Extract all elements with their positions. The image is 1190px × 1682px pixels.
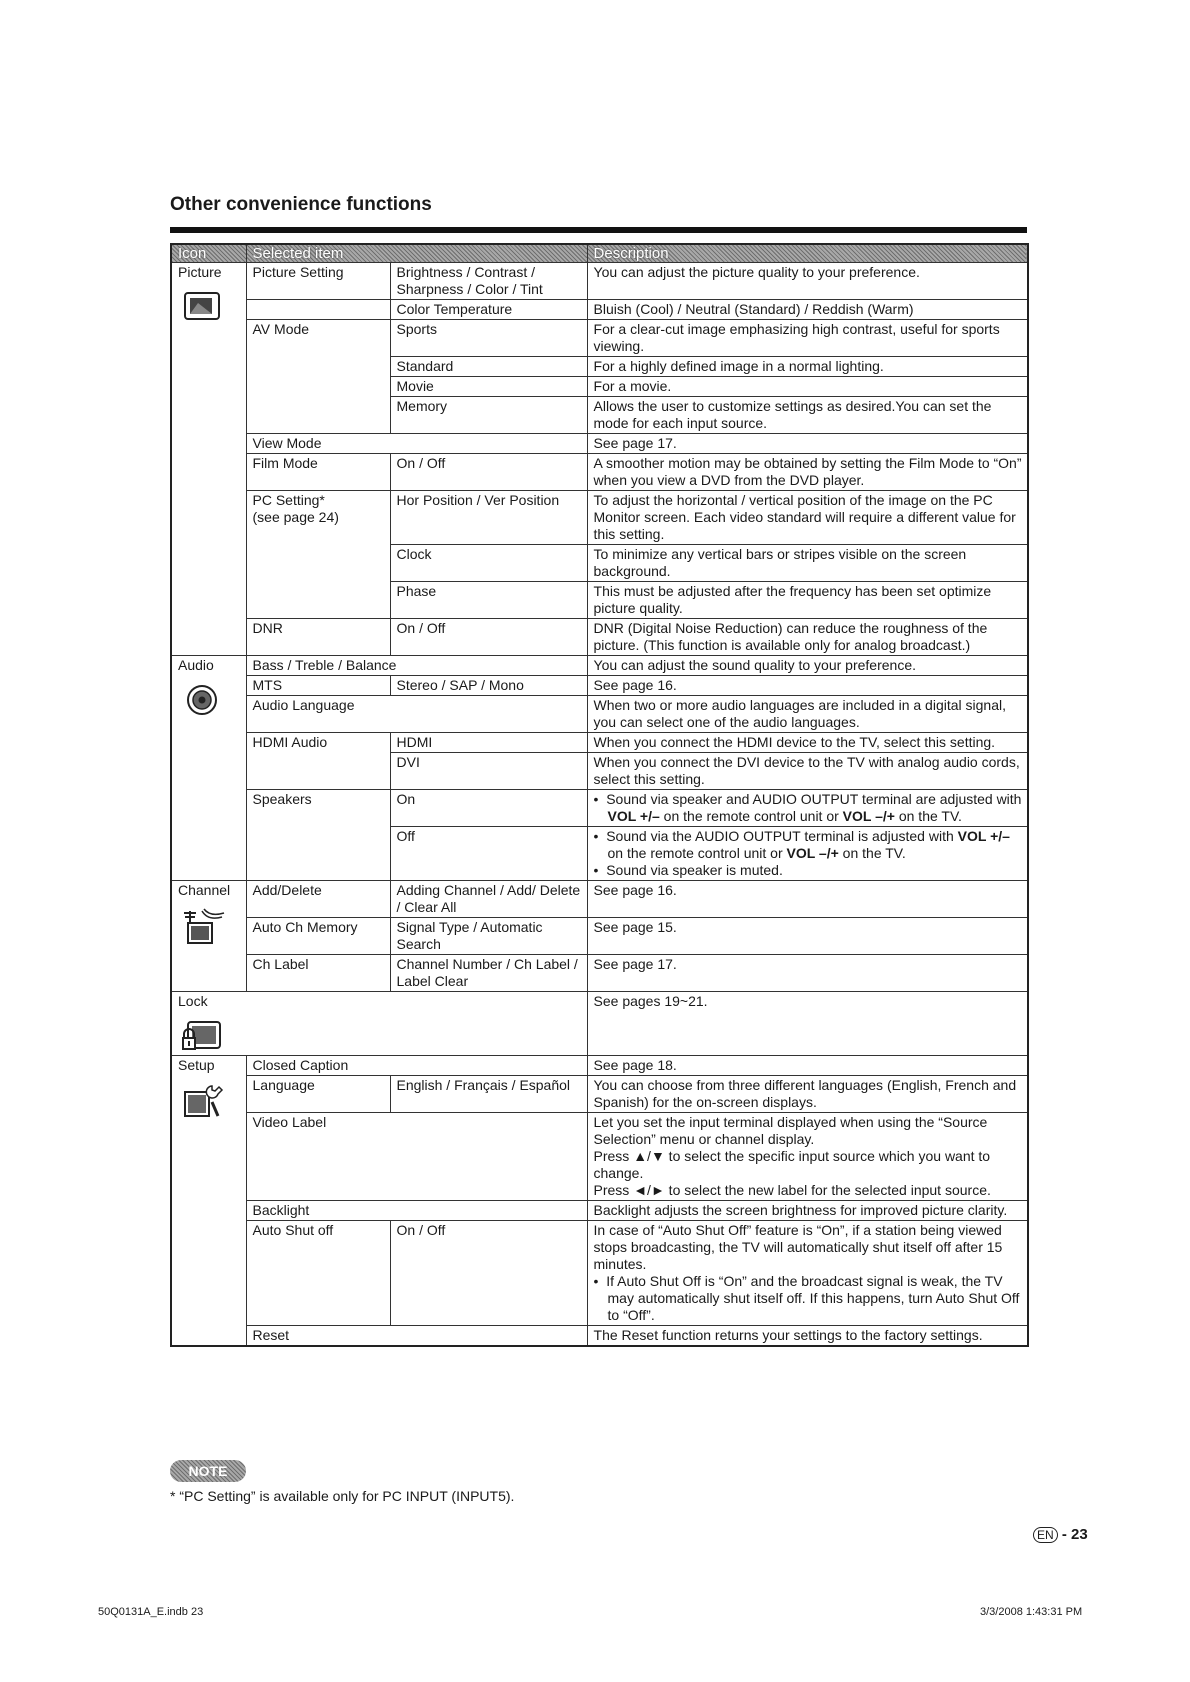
table-header <box>171 244 1028 263</box>
item-cell: Film Mode <box>246 454 390 491</box>
bullet-bold: VOL +/– <box>607 808 660 824</box>
table-row <box>171 881 1028 918</box>
sub-cell: Phase <box>390 582 587 619</box>
desc-cell: You can choose from three different languages (English, French and Spanish) for the on-screen displays. <box>587 1076 1028 1113</box>
item-cell: Ch Label <box>246 955 390 992</box>
item-cell: DNR <box>246 619 390 656</box>
item-cell: AV Mode <box>246 320 390 434</box>
desc-cell <box>587 1113 1028 1201</box>
bullet-item: • Sound via speaker is muted. <box>593 862 783 878</box>
table-row <box>171 733 1028 753</box>
table-row <box>171 1201 1028 1221</box>
bullet-item: • If Auto Shut Off is “On” and the broadcast signal is weak, the TV may automatically shut itself off. If this happens, turn Auto Shut Off to “Off”. <box>593 1273 1020 1323</box>
footer-datetime: 3/3/2008 1:43:31 PM <box>980 1606 1083 1618</box>
desc-cell: See page 16. <box>587 881 1028 918</box>
desc-cell: You can adjust the picture quality to your preference. <box>587 263 1028 300</box>
item-cell: Closed Caption <box>246 1056 587 1076</box>
item-cell: MTS <box>246 676 390 696</box>
page-number-text: - 23 <box>1061 1526 1088 1543</box>
language-badge: EN <box>1033 1527 1058 1543</box>
item-cell: Video Label <box>246 1113 587 1201</box>
bullet-text: on the TV. <box>894 808 962 824</box>
bullet-text: on the remote control unit or <box>659 808 843 824</box>
desc-cell <box>587 790 1028 827</box>
picture-icon <box>182 289 222 325</box>
sub-cell: HDMI <box>390 733 587 753</box>
icon-cell-channel <box>171 881 246 992</box>
note-badge: NOTE <box>170 1460 246 1482</box>
header-selected-item: Selected item <box>246 244 587 263</box>
item-cell: HDMI Audio <box>246 733 390 790</box>
bullet-bold: VOL –/+ <box>786 845 839 861</box>
category-label: Lock <box>178 993 208 1009</box>
bullet-text: Sound via speaker and AUDIO OUTPUT terminal are adjusted with <box>606 791 1022 807</box>
item-cell: Reset <box>246 1326 587 1347</box>
bullet-item: • Sound via speaker and AUDIO OUTPUT terminal are adjusted with VOL +/– on the remote control unit or VOL –/+ on the TV. <box>593 791 1022 824</box>
item-text: PC Setting* <box>252 492 325 508</box>
table-row <box>171 263 1028 300</box>
icon-cell-picture <box>171 263 246 656</box>
desc-cell: Allows the user to customize settings as desired.You can set the mode for each input source. <box>587 397 1028 434</box>
sub-cell: Channel Number / Ch Label / Label Clear <box>390 955 587 992</box>
table-row <box>171 300 1028 320</box>
bullet-bold: VOL +/– <box>957 828 1010 844</box>
sub-cell: On <box>390 790 587 827</box>
sub-cell: Sports <box>390 320 587 357</box>
desc-cell: To adjust the horizontal / vertical position of the image on the PC Monitor screen. Each video standard will require a different value for this setting. <box>587 491 1028 545</box>
desc-cell: Backlight adjusts the screen brightness for improved picture clarity. <box>587 1201 1028 1221</box>
table-row <box>171 619 1028 656</box>
bullet-text: If Auto Shut Off is “On” and the broadcast signal is weak, the TV may automatically shut itself off. If this happens, turn Auto Shut Off to “Off”. <box>606 1273 1020 1323</box>
sub-cell: Off <box>390 827 587 881</box>
sub-cell: On / Off <box>390 1221 587 1326</box>
table-row <box>171 656 1028 676</box>
table-row <box>171 790 1028 827</box>
table-row <box>171 992 1028 1056</box>
sub-cell: On / Off <box>390 619 587 656</box>
desc-cell: To minimize any vertical bars or stripes visible on the screen background. <box>587 545 1028 582</box>
section-title: Other convenience functions <box>170 194 432 215</box>
desc-cell: For a highly defined image in a normal lighting. <box>587 357 1028 377</box>
bullet-text: on the remote control unit or <box>607 845 787 861</box>
header-icon: Icon <box>171 244 246 263</box>
desc-line: Press ◄/► to select the new label for the selected input source. <box>593 1182 991 1198</box>
table-row <box>171 1113 1028 1201</box>
category-label: Picture <box>178 264 222 280</box>
desc-cell: See page 17. <box>587 955 1028 992</box>
category-label: Setup <box>178 1057 215 1073</box>
sub-cell: Stereo / SAP / Mono <box>390 676 587 696</box>
desc-cell: See page 17. <box>587 434 1028 454</box>
icon-cell-lock <box>171 992 587 1056</box>
desc-cell: When you connect the HDMI device to the TV, select this setting. <box>587 733 1028 753</box>
item-cell: View Mode <box>246 434 587 454</box>
lock-icon <box>182 1018 224 1054</box>
sub-cell: Adding Channel / Add/ Delete / Clear All <box>390 881 587 918</box>
table-row <box>171 676 1028 696</box>
sub-cell: Signal Type / Automatic Search <box>390 918 587 955</box>
desc-cell: For a clear-cut image emphasizing high contrast, useful for sports viewing. <box>587 320 1028 357</box>
wrench-icon <box>182 1082 226 1122</box>
item-cell: Audio Language <box>246 696 587 733</box>
sub-cell: Hor Position / Ver Position <box>390 491 587 545</box>
sub-cell: Color Temperature <box>390 300 587 320</box>
table-row <box>171 491 1028 545</box>
antenna-icon <box>182 907 228 947</box>
sub-cell: Brightness / Contrast / Sharpness / Color / Tint <box>390 263 587 300</box>
table-row <box>171 454 1028 491</box>
desc-cell <box>587 1221 1028 1326</box>
table-row <box>171 955 1028 992</box>
item-cell: Language <box>246 1076 390 1113</box>
bullet-text: Sound via the AUDIO OUTPUT terminal is adjusted with <box>606 828 958 844</box>
desc-cell <box>587 827 1028 881</box>
desc-cell: See page 15. <box>587 918 1028 955</box>
item-text-2: (see page 24) <box>252 509 339 525</box>
sub-cell: Standard <box>390 357 587 377</box>
desc-line: In case of “Auto Shut Off” feature is “On”, if a station being viewed stops broadcasting, the TV will automatically shut itself off after 15 minutes. <box>593 1222 1003 1272</box>
item-cell: Picture Setting <box>246 263 390 300</box>
table-row <box>171 696 1028 733</box>
title-rule <box>170 227 1027 233</box>
sub-cell: Clock <box>390 545 587 582</box>
desc-cell: DNR (Digital Noise Reduction) can reduce the roughness of the picture. (This function is available only for analog broadcast.) <box>587 619 1028 656</box>
table-row <box>171 1056 1028 1076</box>
category-label: Channel <box>178 882 231 898</box>
table-row <box>171 320 1028 357</box>
sub-cell: DVI <box>390 753 587 790</box>
item-cell <box>246 491 390 619</box>
table-row <box>171 1326 1028 1347</box>
sub-cell: Movie <box>390 377 587 397</box>
icon-cell-setup <box>171 1056 246 1347</box>
desc-cell: For a movie. <box>587 377 1028 397</box>
table-row <box>171 434 1028 454</box>
functions-table <box>170 243 1029 1347</box>
bullet-text: Sound via speaker is muted. <box>606 862 783 878</box>
desc-cell: See page 18. <box>587 1056 1028 1076</box>
speaker-icon <box>182 682 222 718</box>
page-number <box>1033 1526 1088 1543</box>
desc-line: Press ▲/▼ to select the specific input source which you want to change. <box>593 1148 991 1181</box>
table-row <box>171 1076 1028 1113</box>
item-cell: Bass / Treble / Balance <box>246 656 587 676</box>
desc-cell: See page 16. <box>587 676 1028 696</box>
desc-cell: See pages 19~21. <box>587 992 1028 1056</box>
item-cell: Auto Ch Memory <box>246 918 390 955</box>
desc-cell: You can adjust the sound quality to your preference. <box>587 656 1028 676</box>
item-cell <box>246 300 390 320</box>
footer-file: 50Q0131A_E.indb 23 <box>98 1606 204 1618</box>
bullet-item: • Sound via the AUDIO OUTPUT terminal is adjusted with VOL +/– on the remote control unit or VOL –/+ on the TV. <box>593 828 1010 861</box>
footnote: * “PC Setting” is available only for PC INPUT (INPUT5). <box>170 1488 515 1504</box>
item-cell: Auto Shut off <box>246 1221 390 1326</box>
bullet-bold: VOL –/+ <box>842 808 895 824</box>
bullet-text: on the TV. <box>838 845 906 861</box>
sub-cell: English / Français / Español <box>390 1076 587 1113</box>
header-description: Description <box>587 244 1028 263</box>
desc-cell: A smoother motion may be obtained by setting the Film Mode to “On” when you view a DVD from the DVD player. <box>587 454 1028 491</box>
desc-cell: Bluish (Cool) / Neutral (Standard) / Reddish (Warm) <box>587 300 1028 320</box>
sub-cell: Memory <box>390 397 587 434</box>
category-label: Audio <box>178 657 214 673</box>
desc-cell: This must be adjusted after the frequency has been set optimize picture quality. <box>587 582 1028 619</box>
desc-cell: When two or more audio languages are included in a digital signal, you can select one of the audio languages. <box>587 696 1028 733</box>
item-cell: Backlight <box>246 1201 587 1221</box>
desc-cell: When you connect the DVI device to the TV with analog audio cords, select this setting. <box>587 753 1028 790</box>
icon-cell-audio <box>171 656 246 881</box>
desc-cell: The Reset function returns your settings to the factory settings. <box>587 1326 1028 1347</box>
item-cell: Speakers <box>246 790 390 881</box>
item-cell: Add/Delete <box>246 881 390 918</box>
table-row <box>171 918 1028 955</box>
sub-cell: On / Off <box>390 454 587 491</box>
table-row <box>171 1221 1028 1326</box>
desc-line: Let you set the input terminal displayed when using the “Source Selection” menu or channel display. <box>593 1114 988 1147</box>
